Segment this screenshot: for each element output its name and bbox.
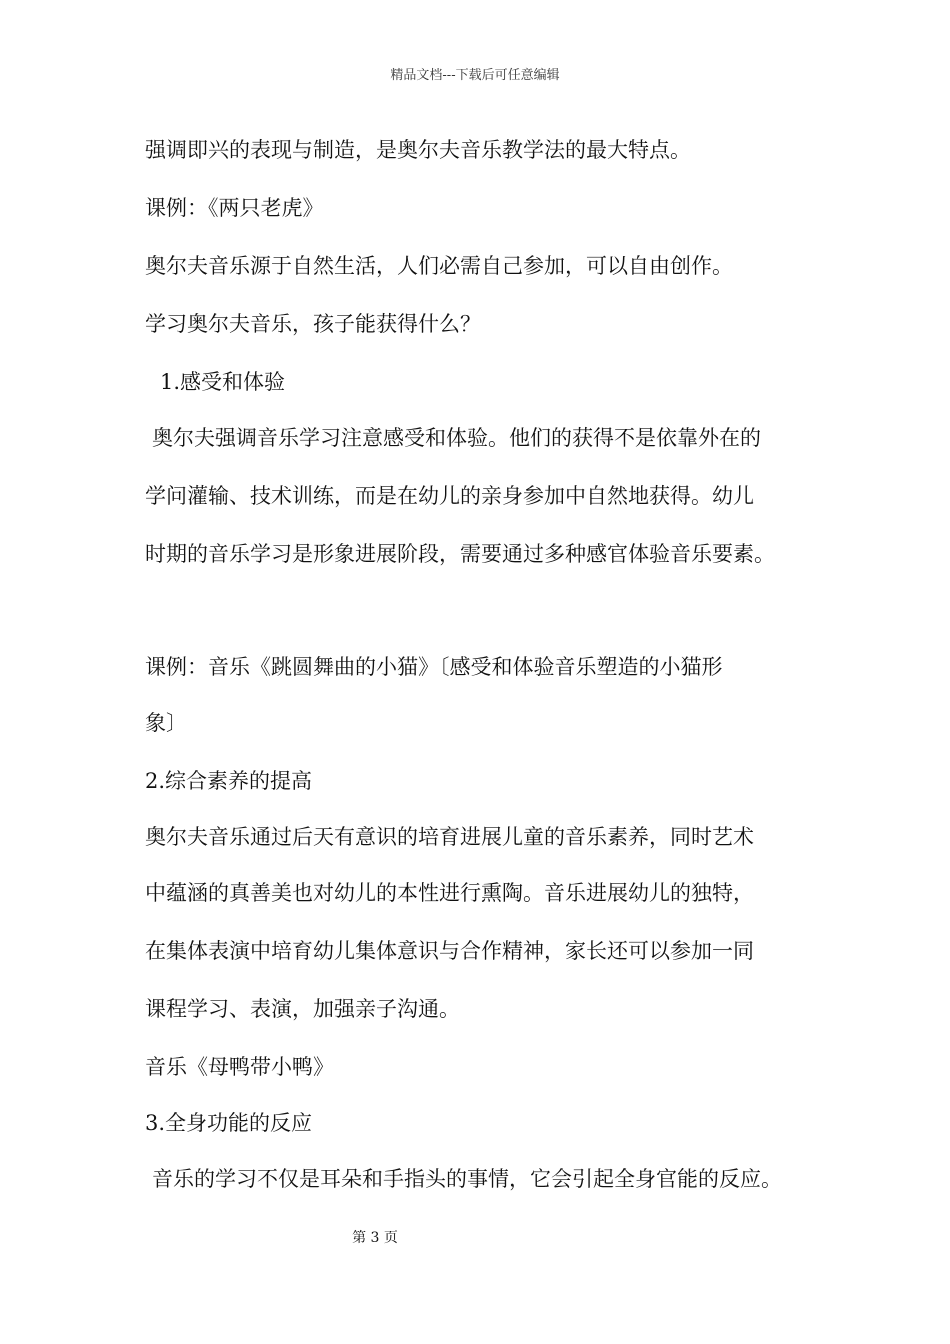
- paragraph-line: 音乐《母鸭带小鸭》: [145, 1055, 334, 1079]
- paragraph-line: 奥尔夫音乐源于自然生活，人们必需自己参加，可以自由创作。: [145, 254, 733, 278]
- paragraph-line: 课例：音乐《跳圆舞曲的小猫》〔感受和体验音乐塑造的小猫形: [145, 655, 723, 679]
- list-heading: 3.全身功能的反应: [145, 1111, 313, 1135]
- paragraph-line: 强调即兴的表现与制造，是奥尔夫音乐教学法的最大特点。: [145, 138, 691, 162]
- paragraph-line: 在集体表演中培育幼儿集体意识与合作精神，家长还可以参加一同: [145, 939, 754, 963]
- paragraph-line: 奥尔夫音乐通过后天有意识的培育进展儿童的音乐素养，同时艺术: [145, 825, 754, 849]
- paragraph-line: 学问灌输、技术训练，而是在幼儿的亲身参加中自然地获得。幼儿: [145, 484, 754, 508]
- page-number: 第 3 页: [352, 1230, 398, 1246]
- paragraph-line: 奥尔夫强调音乐学习注意感受和体验。他们的获得不是依靠外在的: [152, 426, 761, 450]
- list-heading: 2.综合素养的提高: [145, 769, 313, 793]
- paragraph-line: 学习奥尔夫音乐，孩子能获得什么？: [145, 312, 481, 336]
- paragraph-line: 时期的音乐学习是形象进展阶段，需要通过多种感官体验音乐要素。: [145, 542, 775, 566]
- paragraph-line: 中蕴涵的真善美也对幼儿的本性进行熏陶。音乐进展幼儿的独特，: [145, 881, 754, 905]
- paragraph-line: 象〕: [145, 711, 187, 735]
- paragraph-line: 课例：《两只老虎》: [145, 196, 324, 220]
- paragraph-line: 课程学习、表演，加强亲子沟通。: [145, 997, 460, 1021]
- page-header: 精品文档---下载后可任意编辑: [390, 68, 560, 83]
- list-heading: 1.感受和体验: [160, 370, 286, 394]
- paragraph-line: 音乐的学习不仅是耳朵和手指头的事情，它会引起全身官能的反应。: [152, 1167, 782, 1191]
